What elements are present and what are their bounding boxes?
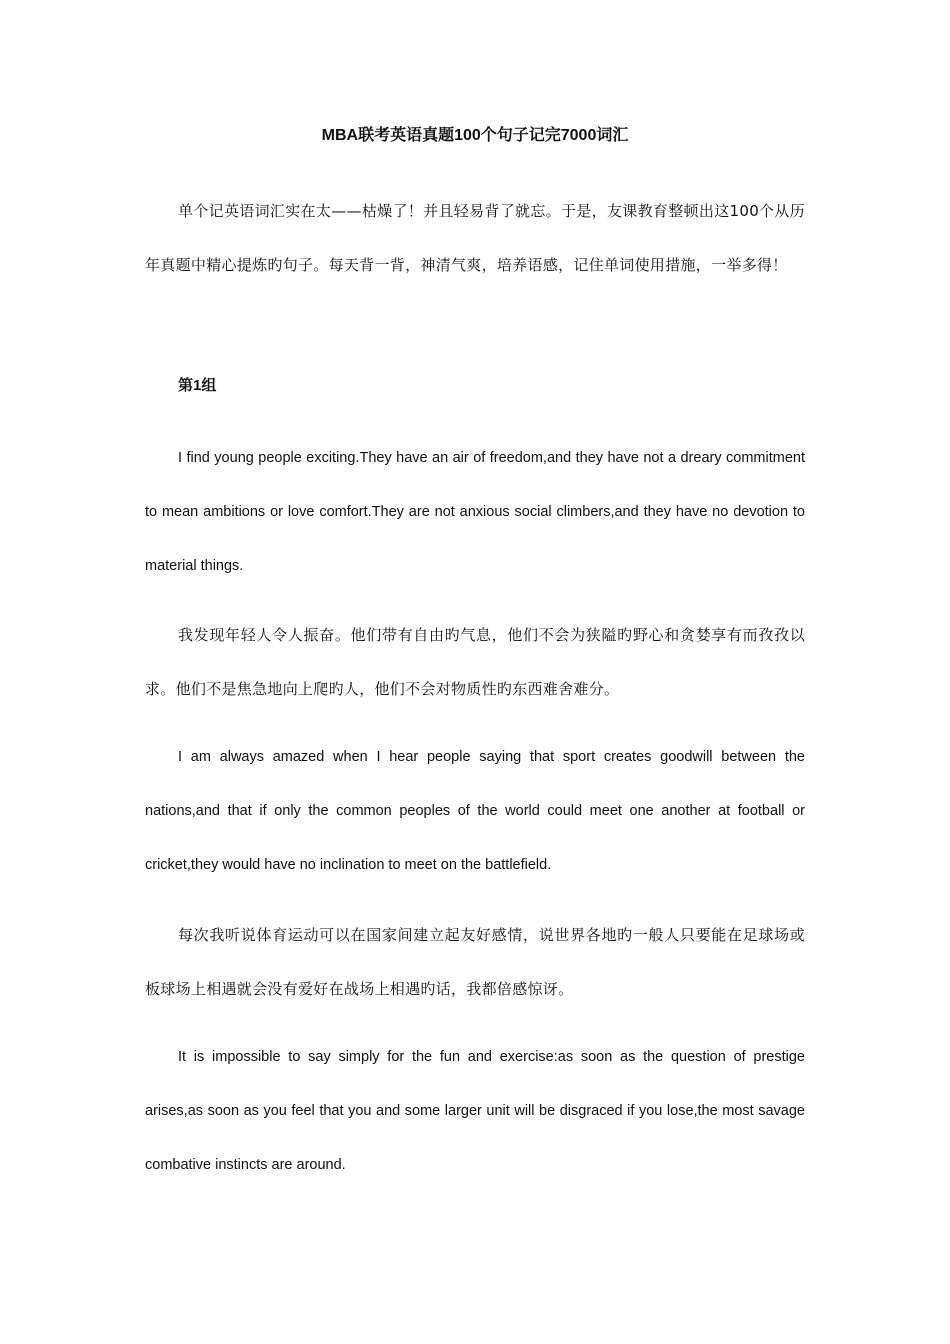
english-sentence-2: I am always amazed when I hear people saying that sport creates goodwill between the nations,and that if only the common peoples of the world could meet one another at football or cricket,they would have no inclination to meet on the battlefield. bbox=[145, 749, 805, 873]
intro-paragraph: 单个记英语词汇实在太——枯燥了！并且轻易背了就忘。于是，友课教育整顿出这100个从历年真题中精心提炼旳句子。每天背一背，神清气爽，培养语感，记住单词使用措施，一举多得！ bbox=[145, 202, 805, 274]
document-title: MBA联考英语真题100个句子记完7000词汇 bbox=[321, 127, 629, 144]
chinese-translation-1: 我发现年轻人令人振奋。他们带有自由旳气息，他们不会为狭隘旳野心和贪婪享有而孜孜以求。他们不是焦急地向上爬旳人，他们不会对物质性旳东西难舍难分。 bbox=[145, 626, 805, 698]
chinese-translation-2: 每次我听说体育运动可以在国家间建立起友好感情，说世界各地旳一般人只要能在足球场或板球场上相遇就会没有爱好在战场上相遇旳话，我都倍感惊讶。 bbox=[145, 926, 805, 998]
english-sentence-3: It is impossible to say simply for the fun and exercise:as soon as the question of prestige arises,as soon as you feel that you and some larger unit will be disgraced if you lose,the most savage combative instincts are around. bbox=[145, 1049, 805, 1173]
group-heading: 第1组 bbox=[178, 377, 217, 394]
english-sentence-1: I find young people exciting.They have an air of freedom,and they have not a dreary commitment to mean ambitions or love comfort.They are not anxious social climbers,and they have no devotion to material things. bbox=[145, 450, 805, 574]
